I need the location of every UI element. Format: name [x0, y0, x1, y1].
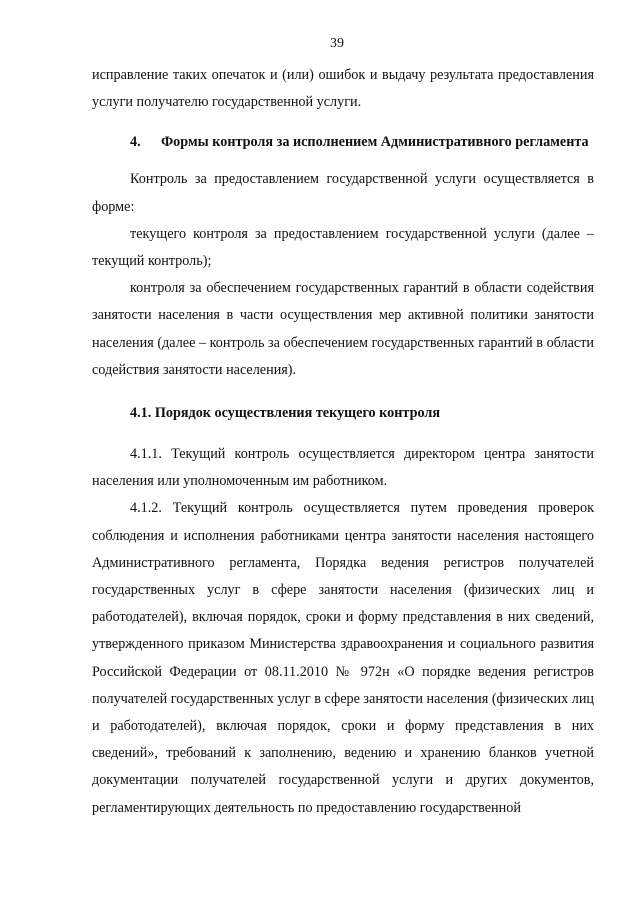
- section-title: Формы контроля за исполнением Административного регламента: [161, 134, 589, 151]
- page-number: 39: [330, 36, 344, 51]
- paragraph-continuation: исправление таких опечаток и (или) ошибок и выдачу результата предоставления услуги получателю государственной услуги.: [92, 67, 594, 111]
- section-heading: [130, 132, 594, 152]
- paragraph-control-forms: Контроль за предоставлением государственной услуги осуществляется в форме:: [92, 171, 594, 215]
- paragraph-current-control: текущего контроля за предоставлением государственной услуги (далее – текущий контроль);: [92, 225, 594, 270]
- paragraph-4-1-1: 4.1.1. Текущий контроль осуществляется директором центра занятости населения или уполномоченным им работником.: [92, 446, 594, 490]
- subsection-heading: 4.1. Порядок осуществления текущего контроля: [130, 405, 440, 422]
- section-number: 4.: [130, 134, 141, 151]
- document-page: [92, 36, 594, 822]
- paragraph-guarantees-control: контроля за обеспечением государственных гарантий в области содействия занятости населения в части осуществления мер активной политики занятости населения (далее – контроль за обеспечением государственных гарантий в области содействия занятости населения).: [92, 280, 594, 378]
- paragraph-4-1-2: 4.1.2. Текущий контроль осуществляется путем проведения проверок соблюдения и исполнения работниками центра занятости населения настоящего Административного регламента, Порядка ведения регистров получателей государственных услуг в сфере занятости населения (физических лиц и работодателей), включая порядок, сроки и форму представления в них сведений, утвержденного приказом Министерства здравоохранения и социального развития Российской Федерации от 08.11.2010 № 972н «О порядке ведения регистров получателей государственных услуг в сфере занятости населения (физических лиц и работодателей), включая порядок, сроки и форму представления в них сведений», требований к заполнению, ведению и хранению бланков учетной документации получателей государственной услуги и других документов, регламентирующих деятельность по предоставлению государственной: [92, 500, 595, 816]
